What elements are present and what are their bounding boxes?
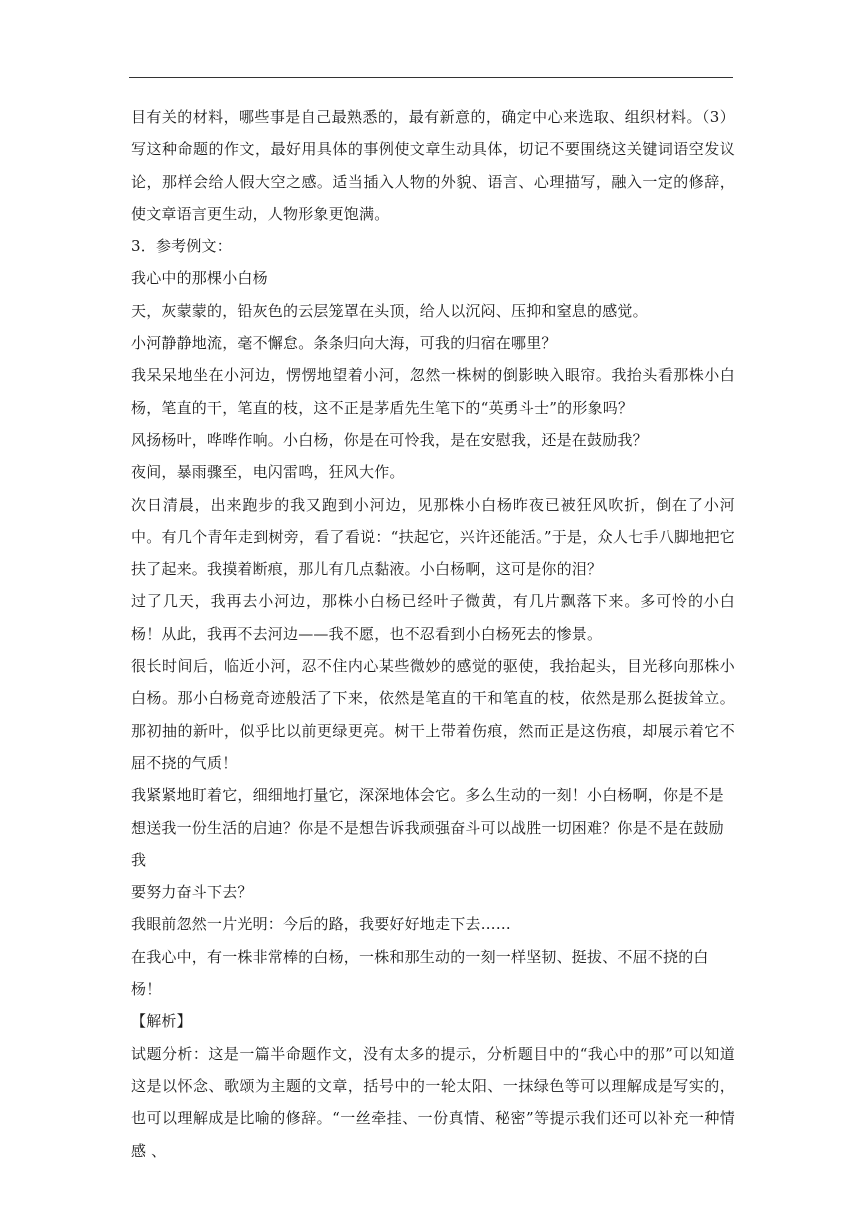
essay-paragraph: 在我心中，有一株非常棒的白杨，一株和那生动的一刻一样坚韧、挺拔、不屈不挠的白杨！ bbox=[131, 947, 709, 999]
analysis-heading: 【解析】 bbox=[131, 1012, 192, 1031]
essay-paragraph: 风扬杨叶，哗哗作响。小白杨，你是在可怜我，是在安慰我，还是在鼓励我？ bbox=[131, 430, 648, 449]
essay-paragraph: 小河静静地流，毫不懈怠。条条归向大海，可我的归宿在哪里？ bbox=[131, 334, 557, 353]
essay-title: 我心中的那棵小白杨 bbox=[131, 269, 268, 288]
essay-paragraph: 我眼前忽然一片光明：今后的路，我要好好地走下去…… bbox=[131, 915, 512, 934]
document-body bbox=[131, 101, 735, 1167]
header-rule bbox=[129, 77, 733, 78]
analysis-paragraph: 试题分析：这是一篇半命题作文，没有太多的提示，分析题目中的“我心中的那”可以知道这是以怀念、歌颂为主题的文章，括号中的一轮太阳、一抹绿色等可以理解成是写实的，也可以理解成是比喻的修辞。“一丝牵挂、一份真情、秘密”等提示我们还可以补充一种情感 、 bbox=[131, 1044, 735, 1160]
paragraph-writing-tips: 目有关的材料，哪些事是自己最熟悉的，最有新意的，确定中心来选取、组织材料。（3）写这种命题的作文，最好用具体的事例使文章生动具体，切记不要围绕这关键词语空发议论，那样会给人假大空之感。适当插入人物的外貌、语言、心理描写，融入一定的修辞，使文章语言更生动，人物形象更饱满。 bbox=[131, 108, 735, 223]
essay-paragraph: 次日清晨，出来跑步的我又跑到小河边，见那株小白杨昨夜已被狂风吹折，倒在了小河中。有几个青年走到树旁，看了看说：“扶起它，兴许还能活。”于是，众人七手八脚地把它扶了起来。我摸着断痕，那儿有几点黏液。小白杨啊，这可是你的泪？ bbox=[131, 495, 735, 579]
essay-paragraph: 我呆呆地坐在小河边，愣愣地望着小河，忽然一株树的倒影映入眼帘。我抬头看那株小白杨，笔直的干，笔直的枝，这不正是茅盾先生笔下的“英勇斗士”的形象吗？ bbox=[131, 366, 735, 417]
essay-paragraph: 天，灰蒙蒙的，铅灰色的云层笼罩在头顶，给人以沉闷、压抑和窒息的感觉。 bbox=[131, 301, 648, 320]
essay-paragraph: 过了几天，我再去小河边，那株小白杨已经叶子微黄，有几片飘落下来。多可怜的小白杨！从此，我再不去河边——我不愿，也不忍看到小白杨死去的惨景。 bbox=[131, 592, 735, 643]
essay-paragraph: 夜间，暴雨骤至，电闪雷鸣，狂风大作。 bbox=[131, 463, 405, 482]
paragraph-sample-heading: 3．参考例文： bbox=[131, 237, 232, 256]
essay-paragraph: 很长时间后，临近小河，忍不住内心某些微妙的感觉的驱使，我抬起头，目光移向那株小白杨。那小白杨竟奇迹般活了下来，依然是笔直的干和笔直的枝，依然是那么挺拔耸立。那初抽的新叶，似乎比以前更绿更亮。树干上带着伤痕，然而正是这伤痕，却展示着它不屈不挠的气质！ bbox=[131, 657, 735, 772]
essay-paragraph: 我紧紧地盯着它，细细地打量它，深深地体会它。多么生动的一刻！小白杨啊，你是不是想送我一份生活的启迪？你是不是想告诉我顽强奋斗可以战胜一切困难？你是不是在鼓励我 要努力奋斗下去？ bbox=[131, 786, 724, 902]
